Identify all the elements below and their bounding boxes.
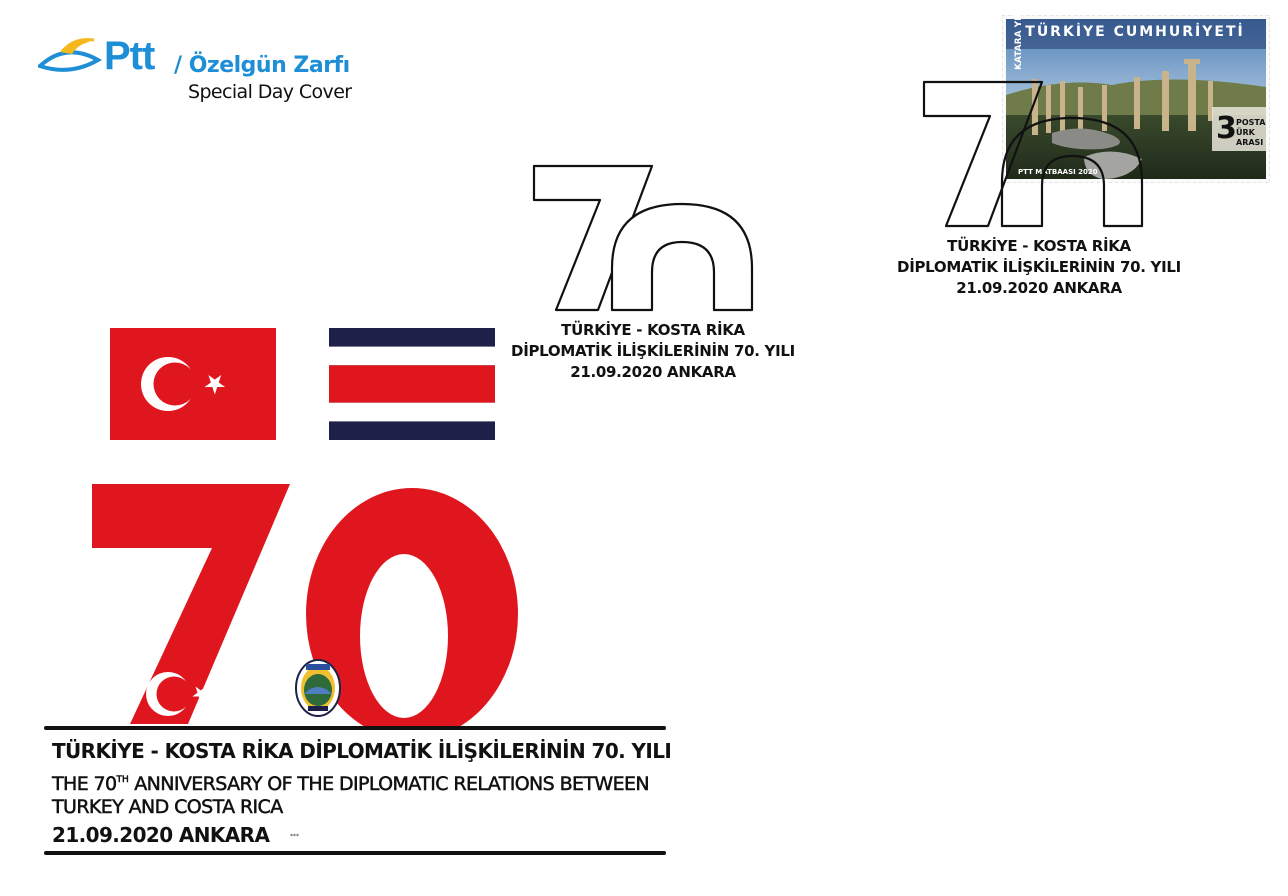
stamp-printer-text: PTT MATBAASI 2020 bbox=[1018, 168, 1098, 176]
bottom-divider bbox=[44, 851, 666, 855]
ptt-wordmark: Ptt bbox=[104, 34, 155, 78]
caption-title-en-line2: TURKEY AND COSTA RICA bbox=[52, 796, 283, 818]
turkey-flag bbox=[110, 328, 276, 440]
postmark-line1: TÜRKİYE - KOSTA RİKA bbox=[561, 321, 745, 339]
caption-superscript: TH bbox=[116, 775, 129, 785]
cover-title-tr: / Özelgün Zarfı bbox=[174, 53, 350, 78]
postmark-line3: 21.09.2020 ANKARA bbox=[570, 363, 736, 381]
caption-title-en-line1 bbox=[52, 768, 649, 796]
stamp-country-name: TÜRKİYE CUMHURİYETİ bbox=[1025, 24, 1245, 40]
caption-title-tr: TÜRKİYE - KOSTA RİKA DİPLOMATİK İLİŞKİLERİNİN 70. YILI bbox=[52, 739, 672, 763]
caption-text: ANNIVERSARY OF THE DIPLOMATIC RELATIONS BETWEEN bbox=[128, 773, 650, 795]
postmark-line1: TÜRKİYE - KOSTA RİKA bbox=[947, 237, 1131, 255]
postmark-line2: DİPLOMATİK İLİŞKİLERİNİN 70. YILI bbox=[897, 258, 1181, 276]
stamp-value: 3 bbox=[1216, 111, 1237, 146]
printer-mark: *** bbox=[290, 833, 299, 840]
cover-title-en: Special Day Cover bbox=[188, 81, 352, 103]
postmark-text-stamp bbox=[894, 236, 1184, 299]
caption-date-place: 21.09.2020 ANKARA bbox=[52, 823, 270, 847]
postmark-text-center bbox=[508, 320, 798, 383]
postmark-line2: DİPLOMATİK İLİŞKİLERİNİN 70. YILI bbox=[511, 342, 795, 360]
costa-rica-flag bbox=[329, 328, 495, 440]
caption-text: THE 70 bbox=[52, 773, 117, 795]
postmark-numeral-center bbox=[528, 160, 764, 316]
stamp-side-text: KATARA YILI bbox=[1014, 8, 1024, 70]
big-numeral-70 bbox=[92, 484, 522, 730]
top-divider bbox=[44, 726, 666, 730]
stamp-value-label: POSTA ÜRK ARASI bbox=[1236, 118, 1266, 147]
postmark-line3: 21.09.2020 ANKARA bbox=[956, 279, 1122, 297]
postmark-numeral-stamp bbox=[918, 74, 1148, 232]
